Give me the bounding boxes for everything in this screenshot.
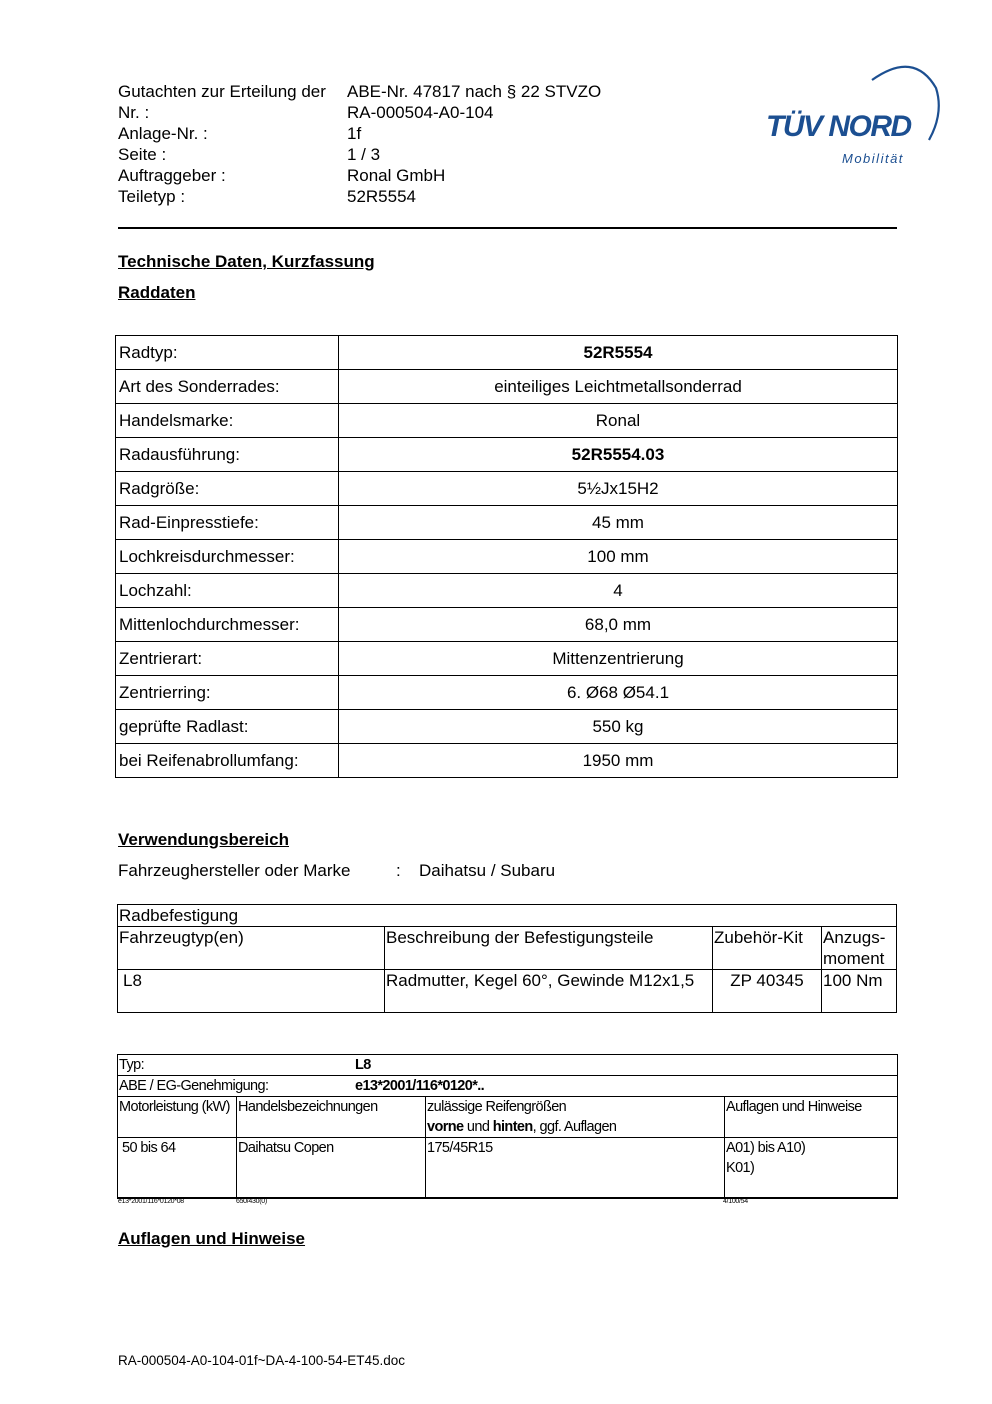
document-header bbox=[118, 81, 601, 207]
radbefestigung-title: Radbefestigung bbox=[118, 905, 897, 927]
table-row bbox=[116, 438, 898, 472]
table-cell: A01) bis A10) K01) bbox=[725, 1138, 898, 1198]
table-row bbox=[116, 336, 898, 370]
table-row bbox=[116, 472, 898, 506]
row-label: Art des Sonderrades: bbox=[116, 370, 339, 404]
table-cell: L8 bbox=[118, 970, 385, 1013]
tiny-code-c: 4/100/54 bbox=[723, 1198, 748, 1205]
header-row: Teiletyp : 52R5554 bbox=[118, 187, 417, 206]
raddaten-table bbox=[115, 335, 898, 778]
table-row bbox=[116, 676, 898, 710]
table-row bbox=[116, 642, 898, 676]
typ-label: Typ: bbox=[119, 1057, 144, 1073]
column-header: Motorleistung (kW) bbox=[118, 1097, 237, 1138]
table-cell: 50 bis 64 bbox=[118, 1138, 237, 1198]
row-value: 5½Jx15H2 bbox=[339, 472, 898, 506]
typ-row bbox=[118, 1055, 898, 1076]
footer-filename: RA-000504-A0-104-01f~DA-4-100-54-ET45.doc bbox=[118, 1353, 406, 1368]
header-divider bbox=[118, 227, 897, 229]
row-label: bei Reifenabrollumfang: bbox=[116, 744, 339, 778]
row-value: 100 mm bbox=[339, 540, 898, 574]
abe-label: ABE / EG-Genehmigung: bbox=[119, 1078, 269, 1094]
table-cell: ZP 40345 bbox=[713, 970, 822, 1013]
column-header: Beschreibung der Befestigungsteile bbox=[385, 927, 713, 970]
fahrzeughersteller-value: Daihatsu / Subaru bbox=[419, 861, 556, 880]
column-header: Handelsbezeichnungen bbox=[237, 1097, 426, 1138]
table-row bbox=[116, 506, 898, 540]
typ-table bbox=[117, 1054, 898, 1199]
tuv-nord-logo bbox=[764, 58, 944, 174]
column-header: Anzugs-moment bbox=[822, 927, 897, 970]
table-row bbox=[116, 608, 898, 642]
table-row bbox=[116, 540, 898, 574]
typ-value: L8 bbox=[355, 1057, 371, 1073]
column-header: Zubehör-Kit bbox=[713, 927, 822, 970]
column-header: zulässige Reifengrößen vorne und hinten, ggf. Auflagen bbox=[426, 1097, 725, 1138]
row-label: Mittenlochdurchmesser: bbox=[116, 608, 339, 642]
row-value: 550 kg bbox=[339, 710, 898, 744]
abe-row bbox=[118, 1076, 898, 1097]
row-label: Radtyp: bbox=[116, 336, 339, 370]
table-cell: 100 Nm bbox=[822, 970, 897, 1013]
table-row bbox=[116, 744, 898, 778]
section-title-raddaten: Raddaten bbox=[118, 283, 196, 302]
table-cell: Daihatsu Copen bbox=[237, 1138, 426, 1198]
row-value: 6. Ø68 Ø54.1 bbox=[339, 676, 898, 710]
row-label: Handelsmarke: bbox=[116, 404, 339, 438]
row-value: 45 mm bbox=[339, 506, 898, 540]
row-value: 68,0 mm bbox=[339, 608, 898, 642]
header-row: Nr. : RA-000504-A0-104 bbox=[118, 103, 494, 122]
table-row bbox=[116, 710, 898, 744]
fahrzeughersteller-label: Fahrzeughersteller oder Marke bbox=[118, 861, 351, 880]
column-header: Auflagen und Hinweise bbox=[725, 1097, 898, 1138]
section-title-auflagen: Auflagen und Hinweise bbox=[118, 1229, 306, 1248]
row-value: 4 bbox=[339, 574, 898, 608]
logo-subtitle: Mobilität bbox=[842, 151, 904, 166]
row-value: einteiliges Leichtmetallsonderrad bbox=[339, 370, 898, 404]
table-row bbox=[116, 574, 898, 608]
abe-value: e13*2001/116*0120*.. bbox=[355, 1078, 485, 1094]
header-row: Seite : 1 / 3 bbox=[118, 145, 381, 164]
row-label: Zentrierring: bbox=[116, 676, 339, 710]
logo-name: TÜV NORD bbox=[766, 110, 911, 143]
fahrzeughersteller-line bbox=[118, 861, 555, 881]
tiny-code-a: e13*2001/116*0120*08 bbox=[118, 1198, 184, 1205]
row-label: geprüfte Radlast: bbox=[116, 710, 339, 744]
header-row: Anlage-Nr. : 1f bbox=[118, 124, 362, 143]
header-row: Auftraggeber : Ronal GmbH bbox=[118, 166, 446, 185]
row-value: Ronal bbox=[339, 404, 898, 438]
header-row: Gutachten zur Erteilung der ABE-Nr. 47817 nach § 22 STVZO bbox=[118, 82, 602, 101]
column-header: Fahrzeugtyp(en) bbox=[118, 927, 385, 970]
row-value: 1950 mm bbox=[339, 744, 898, 778]
row-label: Radausführung: bbox=[116, 438, 339, 472]
row-label: Lochzahl: bbox=[116, 574, 339, 608]
table-cell: 175/45R15 bbox=[426, 1138, 725, 1198]
section-title-verwendung: Verwendungsbereich bbox=[118, 830, 289, 849]
fahrzeughersteller-separator: : bbox=[396, 861, 401, 880]
row-value: 52R5554 bbox=[339, 336, 898, 370]
row-value: Mittenzentrierung bbox=[339, 642, 898, 676]
row-label: Rad-Einpresstiefe: bbox=[116, 506, 339, 540]
radbefestigung-table bbox=[117, 904, 897, 1013]
row-label: Radgröße: bbox=[116, 472, 339, 506]
section-title-technische: Technische Daten, Kurzfassung bbox=[118, 252, 375, 271]
row-label: Lochkreisdurchmesser: bbox=[116, 540, 339, 574]
tiny-code-b: 650/430(0) bbox=[236, 1198, 267, 1205]
table-row bbox=[116, 370, 898, 404]
row-label: Zentrierart: bbox=[116, 642, 339, 676]
table-cell: Radmutter, Kegel 60°, Gewinde M12x1,5 bbox=[385, 970, 713, 1013]
table-row bbox=[116, 404, 898, 438]
row-value: 52R5554.03 bbox=[339, 438, 898, 472]
